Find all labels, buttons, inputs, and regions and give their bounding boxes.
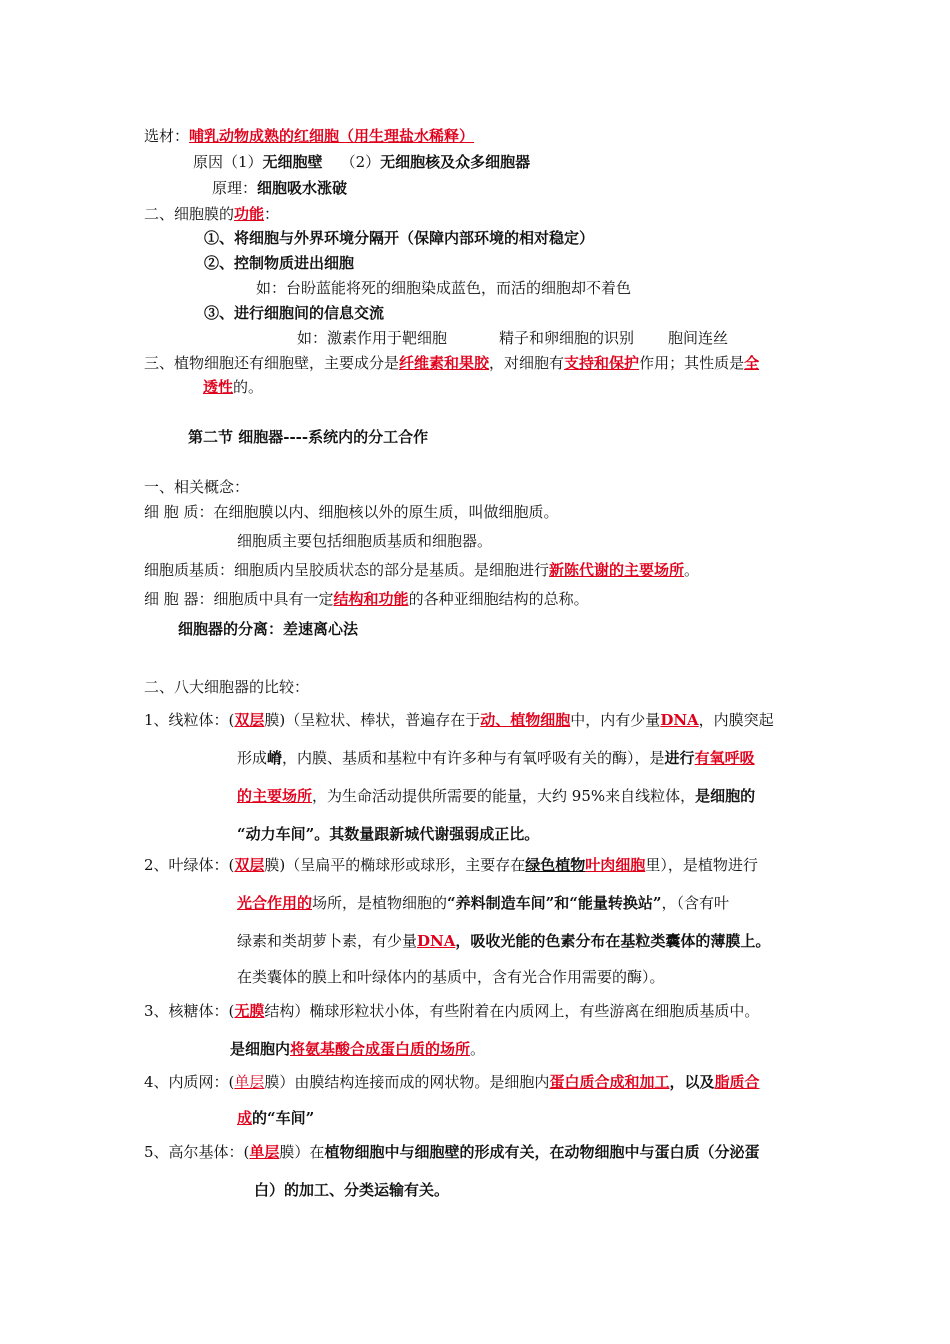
chloroplast-line-2: 光合作用的场所，是植物细胞的“养料制造车间”和“能量转换站”，（含有叶 xyxy=(237,894,730,912)
er-line-2: 成的“车间” xyxy=(237,1109,315,1127)
line-reason: 原因（1）无细胞壁 （2）无细胞核及众多细胞器 xyxy=(193,153,531,171)
function-2-example: 如：台盼蓝能将死的细胞染成蓝色，而活的细胞却不着色 xyxy=(256,279,632,297)
concepts-heading: 一、相关概念： xyxy=(144,478,250,496)
matrix-def: 细胞质基质：细胞质内呈胶质状态的部分是基质。是细胞进行新陈代谢的主要场所。 xyxy=(144,561,700,579)
chloroplast-line-1: 2、叶绿体：(双层膜)（呈扁平的椭球形或球形，主要存在绿色植物叶肉细胞里），是植物进行 xyxy=(144,856,758,874)
er-line-1: 4、内质网：(单层膜）由膜结构连接而成的网状物。是细胞内蛋白质合成和加工，以及脂质合 xyxy=(144,1073,760,1091)
mitochondria-line-4: “动力车间”。其数量跟新城代谢强弱成正比。 xyxy=(237,825,540,843)
cytoplasm-includes: 细胞质主要包括细胞质基质和细胞器。 xyxy=(237,532,493,550)
function-3: ③、进行细胞间的信息交流 xyxy=(204,304,385,322)
comparison-heading: 二、八大细胞器的比较： xyxy=(144,678,310,696)
heading-cell-wall: 三、植物细胞还有细胞壁，主要成分是纤维素和果胶，对细胞有支持和保护作用；其性质是全 xyxy=(144,354,760,372)
function-1: ①、将细胞与外界环境分隔开（保障内部环境的相对稳定） xyxy=(204,229,595,247)
function-3-examples: 如：激素作用于靶细胞 精子和卵细胞的识别 胞间连丝 xyxy=(297,329,729,347)
mitochondria-line-2: 形成嵴，内膜、基质和基粒中有许多种与有氧呼吸有关的酶），是进行有氧呼吸 xyxy=(237,749,755,767)
golgi-line-1: 5、高尔基体：(单层膜）在植物细胞中与细胞壁的形成有关，在动物细胞中与蛋白质（分泌蛋 xyxy=(144,1143,760,1161)
chloroplast-line-3: 绿素和类胡萝卜素，有少量DNA，吸收光能的色素分布在基粒类囊体的薄膜上。 xyxy=(237,932,771,950)
material-highlight: 哺乳动物成熟的红细胞（用生理盐水稀释） xyxy=(189,127,475,145)
ribosome-line-2: 是细胞内将氨基酸合成蛋白质的场所。 xyxy=(230,1040,486,1058)
golgi-line-2: 白）的加工、分类运输有关。 xyxy=(254,1181,450,1199)
chloroplast-line-4: 在类囊体的膜上和叶绿体内的基质中，含有光合作用需要的酶）。 xyxy=(237,968,665,986)
function-2: ②、控制物质进出细胞 xyxy=(204,254,355,272)
mitochondria-line-3: 的主要场所，为生命活动提供所需要的能量，大约 95%来自线粒体，是细胞的 xyxy=(237,787,756,805)
line-material: 选材：哺乳动物成熟的红细胞（用生理盐水稀释） xyxy=(144,127,475,145)
section-title: 第二节 细胞器----系统内的分工合作 xyxy=(188,428,429,446)
heading-membrane-function: 二、细胞膜的功能： xyxy=(144,205,280,223)
line-principle: 原理：细胞吸水涨破 xyxy=(212,179,348,197)
mitochondria-line-1: 1、线粒体：(双层膜)（呈粒状、棒状，普遍存在于动、植物细胞中，内有少量DNA，内膜突起 xyxy=(144,711,774,729)
cytoplasm-def: 细 胞 质：在细胞膜以内、细胞核以外的原生质，叫做细胞质。 xyxy=(144,503,559,521)
organelle-separation: 细胞器的分离：差速离心法 xyxy=(178,620,359,638)
cell-wall-cont: 透性的。 xyxy=(203,378,264,396)
organelle-def: 细 胞 器：细胞质中具有一定结构和功能的各种亚细胞结构的总称。 xyxy=(144,590,589,608)
ribosome-line-1: 3、核糖体：(无膜结构）椭球形粒状小体，有些附着在内质网上，有些游离在细胞质基质中。 xyxy=(144,1002,760,1020)
